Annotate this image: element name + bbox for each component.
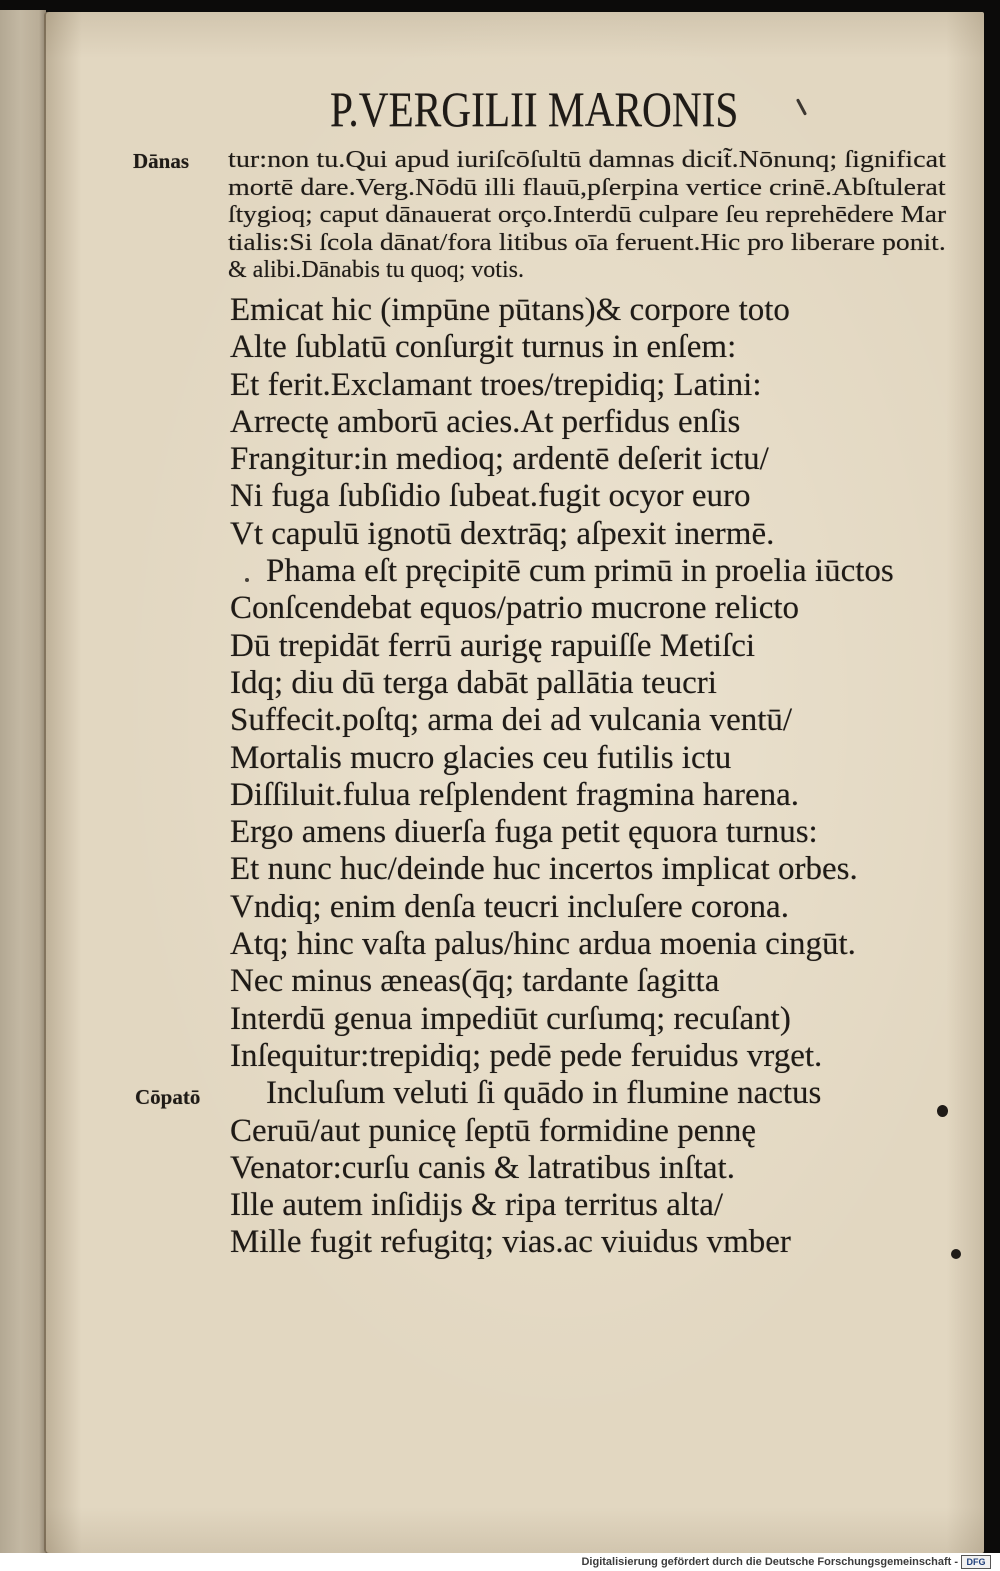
dfg-logo: DFG [961,1555,991,1569]
verse-line-text: Ceruū/aut punicę ſeptū formidine pennę [230,1112,757,1149]
binding-edge [0,10,46,1553]
verse-line-text: Venator:curſu canis & latratibus inſtat. [230,1149,735,1186]
verse-line-text: Interdū genua impediūt curſumq; recuſant) [230,1000,791,1037]
verse-line-text: Alte ſublatū conſurgit turnus in enſem: [230,329,737,366]
verse-line [230,441,975,478]
verse-line [230,814,975,851]
commentary-line [228,202,946,230]
verse-line-text: Mortalis mucro glacies ceu futilis ictu [230,739,732,776]
ink-stroke-mark [796,98,807,115]
verse-line-text: Ni fuga ſubſidio ſubeat.fugit ocyor euro [230,478,751,515]
verse-line [230,628,975,665]
commentary-line-text: mortē dare.Verg.Nōdū illi flauū,pſerpina vertice crinē.Abſtulerat [228,174,946,201]
verse-line [230,926,975,963]
ink-dot [951,1249,961,1259]
verse-line-text: Mille fugit refugitq; vias.ac viuidus vmber [230,1224,791,1261]
verse-line [230,702,975,739]
commentary-line-text: ſtygioq; caput dānauerat orço.Interdū culpare ſeu reprehēdere Mar [228,202,947,228]
ink-dot [245,578,249,582]
verse-line [230,367,975,404]
verse-line [230,1001,975,1038]
verse-line-text: Idq; diu dū terga dabāt pallātia teucri [230,664,717,701]
footer-credit: Digitalisierung gefördert durch die Deutsche Forschungsgemeinschaft - [581,1556,958,1568]
commentary-line [228,230,946,258]
verse-line-text: Ille autem inſidijs & ripa territus alta/ [230,1187,724,1224]
verse-line-text: Dū trepidāt ferrū aurigę rapuiſſe Metiſci [230,627,756,664]
verse-line [230,740,975,777]
verse-line-text: Diſſiluit.fulua reſplendent fragmina harena. [230,776,800,813]
verse-line-text: Phama eſt pręcipitē cum primū in proelia iūctos [266,553,894,590]
verse-line-text: Frangitur:in medioq; ardentē deſerit ictu/ [230,441,769,478]
margin-note-text: Dānas [133,149,190,173]
verse-line [230,777,975,814]
book-page [44,12,984,1553]
verse-line [230,1187,975,1224]
verse-line-text: Atq; hinc vaſta palus/hinc ardua moenia cingūt. [230,926,856,963]
margin-note-danas [133,148,211,176]
commentary-line-text: tialis:Si ſcola dānat/fora litibus oīa feruent.Hic pro liberare ponit. [228,229,946,256]
verse-line-text: Vndiq; enim denſa teucri incluſere corona. [230,888,789,925]
verse-line [230,1038,975,1075]
verse-line [230,404,975,441]
commentary-line [228,175,946,203]
verse-line [230,478,975,515]
commentary-line [228,257,946,285]
verse-line [230,1224,975,1261]
verse-line [230,851,975,888]
verse-block [230,292,975,1262]
verse-line [230,590,975,627]
verse-line [230,1113,975,1150]
verse-line-text: Incluſum veluti ſi quādo in flumine nactus [266,1075,822,1112]
margin-note-text: Cōpatō [135,1085,201,1109]
verse-line-text: Arrectę amborū acies.At perfidus enſis [230,403,741,440]
verse-line [230,963,975,1000]
commentary-line [228,147,946,175]
verse-line-text: Emicat hic (impūne pūtans)& corpore toto [230,292,790,328]
verse-line-indented [266,1075,975,1112]
verse-line [230,665,975,702]
verse-line-text: Et ferit.Exclamant troes/trepidiq; Latini: [230,366,762,403]
verse-line [230,329,975,366]
verse-line-text: Ergo amens diuerſa fuga petit ęquora turnus: [230,814,818,851]
verse-line [230,516,975,553]
verse-line-text: Nec minus æneas(q̄q; tardante ſagitta [230,963,720,1000]
verse-line [230,889,975,926]
verse-line-text: Conſcendebat equos/patrio mucrone relicto [230,590,800,627]
margin-note-copato [135,1079,219,1116]
commentary-line-text: & alibi.Dānabis tu quoq; votis. [228,257,524,283]
verse-line-text: Suffecit.poſtq; arma dei ad vulcania ventū/ [230,702,793,739]
running-head-text: P.VERGILII MARONIS [330,81,739,137]
verse-line [230,292,975,329]
digitization-footer [0,1553,1000,1571]
verse-line-indented [266,553,975,590]
ink-dot [937,1105,948,1117]
verse-line-text: Et nunc huc/deinde huc incertos implicat orbes. [230,851,858,888]
commentary-line-text: tur:non tu.Qui apud iuriſcōſultū damnas dicit̃.Nōnunq; ſignificat [228,147,946,173]
verse-line [230,1150,975,1187]
verse-line-text: Inſequitur:trepidiq; pedē pede feruidus vrget. [230,1037,823,1074]
verse-line-text: Vt capulū ignotū dextrāq; aſpexit inermē. [230,515,775,552]
running-head [330,81,739,137]
commentary-block [228,147,946,285]
